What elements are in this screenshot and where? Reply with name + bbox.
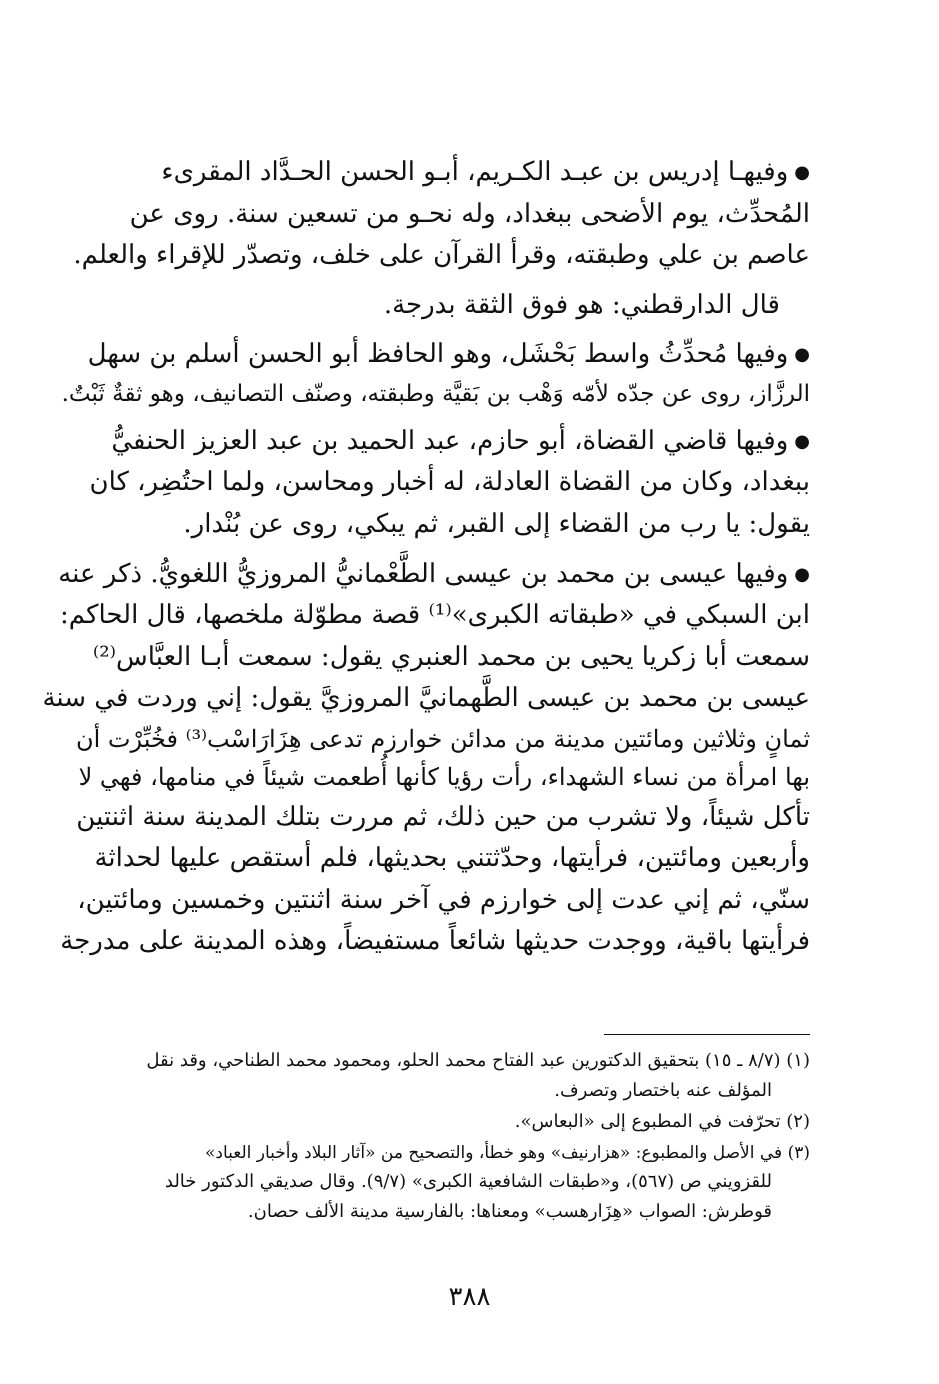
text-line: فرأيتها باقية، ووجدت حديثها شائعاً مستفيضاً، وهذه المدينة على مدرجة [60, 926, 810, 957]
footnote-line: قوطرش: الصواب «هِزَارهسب» ومعناها: بالفارسية مدينة الألف حصان. [247, 1200, 772, 1222]
text-line: المُحدِّث، يوم الأضحى ببغداد، وله نحـو من تسعين سنة. روى عن [129, 198, 810, 229]
footnote-line: للقزويني ص (٥٦٧)، و«طبقات الشافعية الكبرى» (٩/٧). وقال صديقي الدكتور خالد [164, 1171, 772, 1193]
footnote-line: (٣) في الأصل والمطبوع: «هزارنيف» وهو خطأ، والتصحيح من «آثار البلاد وأخبار العباد» [204, 1143, 810, 1164]
text-line: ●وفيها مُحدِّثُ واسط بَحْشَل، وهو الحافظ أبو الحسن أسلم بن سهل [87, 339, 810, 370]
bullet-icon: ● [794, 344, 810, 366]
footnote-1 [100, 1046, 810, 1105]
paragraph-abu-hazim [89, 421, 810, 546]
paragraph-daraqutni [100, 285, 810, 327]
text-line: عاصم بن علي وطبقته، وقرأ القرآن على خلف، وتصدّر للإقراء والعلم. [73, 240, 810, 271]
text-line: ●وفيهـا إدريس بن عبـد الكـريم، أبـو الحسن الحـدَّاد المقرىء [161, 157, 810, 187]
text-line: ●وفيها عيسى بن محمد بن عيسى الطَّعْمانيُّ المروزيُّ اللغويُّ. ذكر عنه [58, 558, 810, 589]
footnote-line: (٢) تحرّفت في المطبوع إلى «البعاس». [514, 1111, 810, 1133]
text-line: ثمانٍ وثلاثين ومائتين مدينة من مدائن خوارزم تدعى هِزَارَاسْب⁽³⁾ فخُبِّرْت أن [76, 724, 810, 753]
text-line: سمعت أبا زكريا يحيى بن محمد العنبري يقول: سمعت أبـا العبَّاس⁽²⁾ [92, 641, 810, 672]
text-line: سنّي، ثم إني عدت إلى خوارزم في آخر سنة اثنتين وخمسين ومائتين، [77, 884, 810, 915]
paragraph-isa [42, 554, 810, 964]
main-text [42, 152, 810, 971]
text-line: عيسى بن محمد بن عيسى الطَّهمانيَّ المروزيَّ يقول: إني وردت في سنة [42, 683, 810, 714]
bullet-icon: ● [794, 430, 810, 452]
bullet-icon: ● [794, 162, 810, 183]
text-line: تأكل شيئاً، ولا تشرب من حين ذلك، ثم مررت بتلك المدينة سنة اثنتين [76, 801, 810, 832]
bullet-icon: ● [794, 563, 810, 585]
paragraph-idris [73, 152, 810, 277]
paragraph-bahshal [61, 334, 810, 412]
text-line: وأربعين ومائتين، فرأيتها، وحدّثتني بحديثها، فلم أستقص عليها لحداثة [94, 843, 810, 874]
text-line: ببغداد، وكان من القضاة العادلة، له أخبار ومحاسن، ولما احتُضِر، كان [89, 467, 810, 498]
footnote-2 [100, 1107, 810, 1137]
text-line: يقول: يا رب من القضاء إلى القبر، ثم يبكي، روى عن بُنْدار. [183, 508, 810, 539]
text-line: الرزَّاز، روى عن جدّه لأمّه وَهْب بن بَقيَّة وطبقته، وصنّف التصانيف، وهو ثقةٌ ثَبْتٌ. [61, 380, 810, 407]
footnote-3 [100, 1139, 810, 1226]
page-number: ٣٨٨ [448, 1282, 491, 1312]
footnote-divider [604, 1034, 810, 1035]
text-line: ابن السبكي في «طبقاته الكبرى»⁽¹⁾ قصة مطوّلة ملخصها، قال الحاكم: [60, 600, 810, 631]
footnote-line: المؤلف عنه باختصار وتصرف. [554, 1079, 772, 1101]
text-line: ●وفيها قاضي القضاة، أبو حازم، عبد الحميد بن عبد العزيز الحنفيُّ [111, 425, 810, 456]
footnotes [100, 1046, 810, 1228]
text-line: بها امرأة من نساء الشهداء، رأت رؤيا كأنها أُطعمت شيئاً في منامها، فهي لا [78, 763, 810, 792]
footnote-line: (١) (٨/٧ ـ ١٥) بتحقيق الدكتورين عبد الفتاح محمد الحلو، ومحمود محمد الطناحي، وقد نقل [146, 1050, 810, 1071]
text-line: قال الدارقطني: هو فوق الثقة بدرجة. [383, 289, 780, 320]
